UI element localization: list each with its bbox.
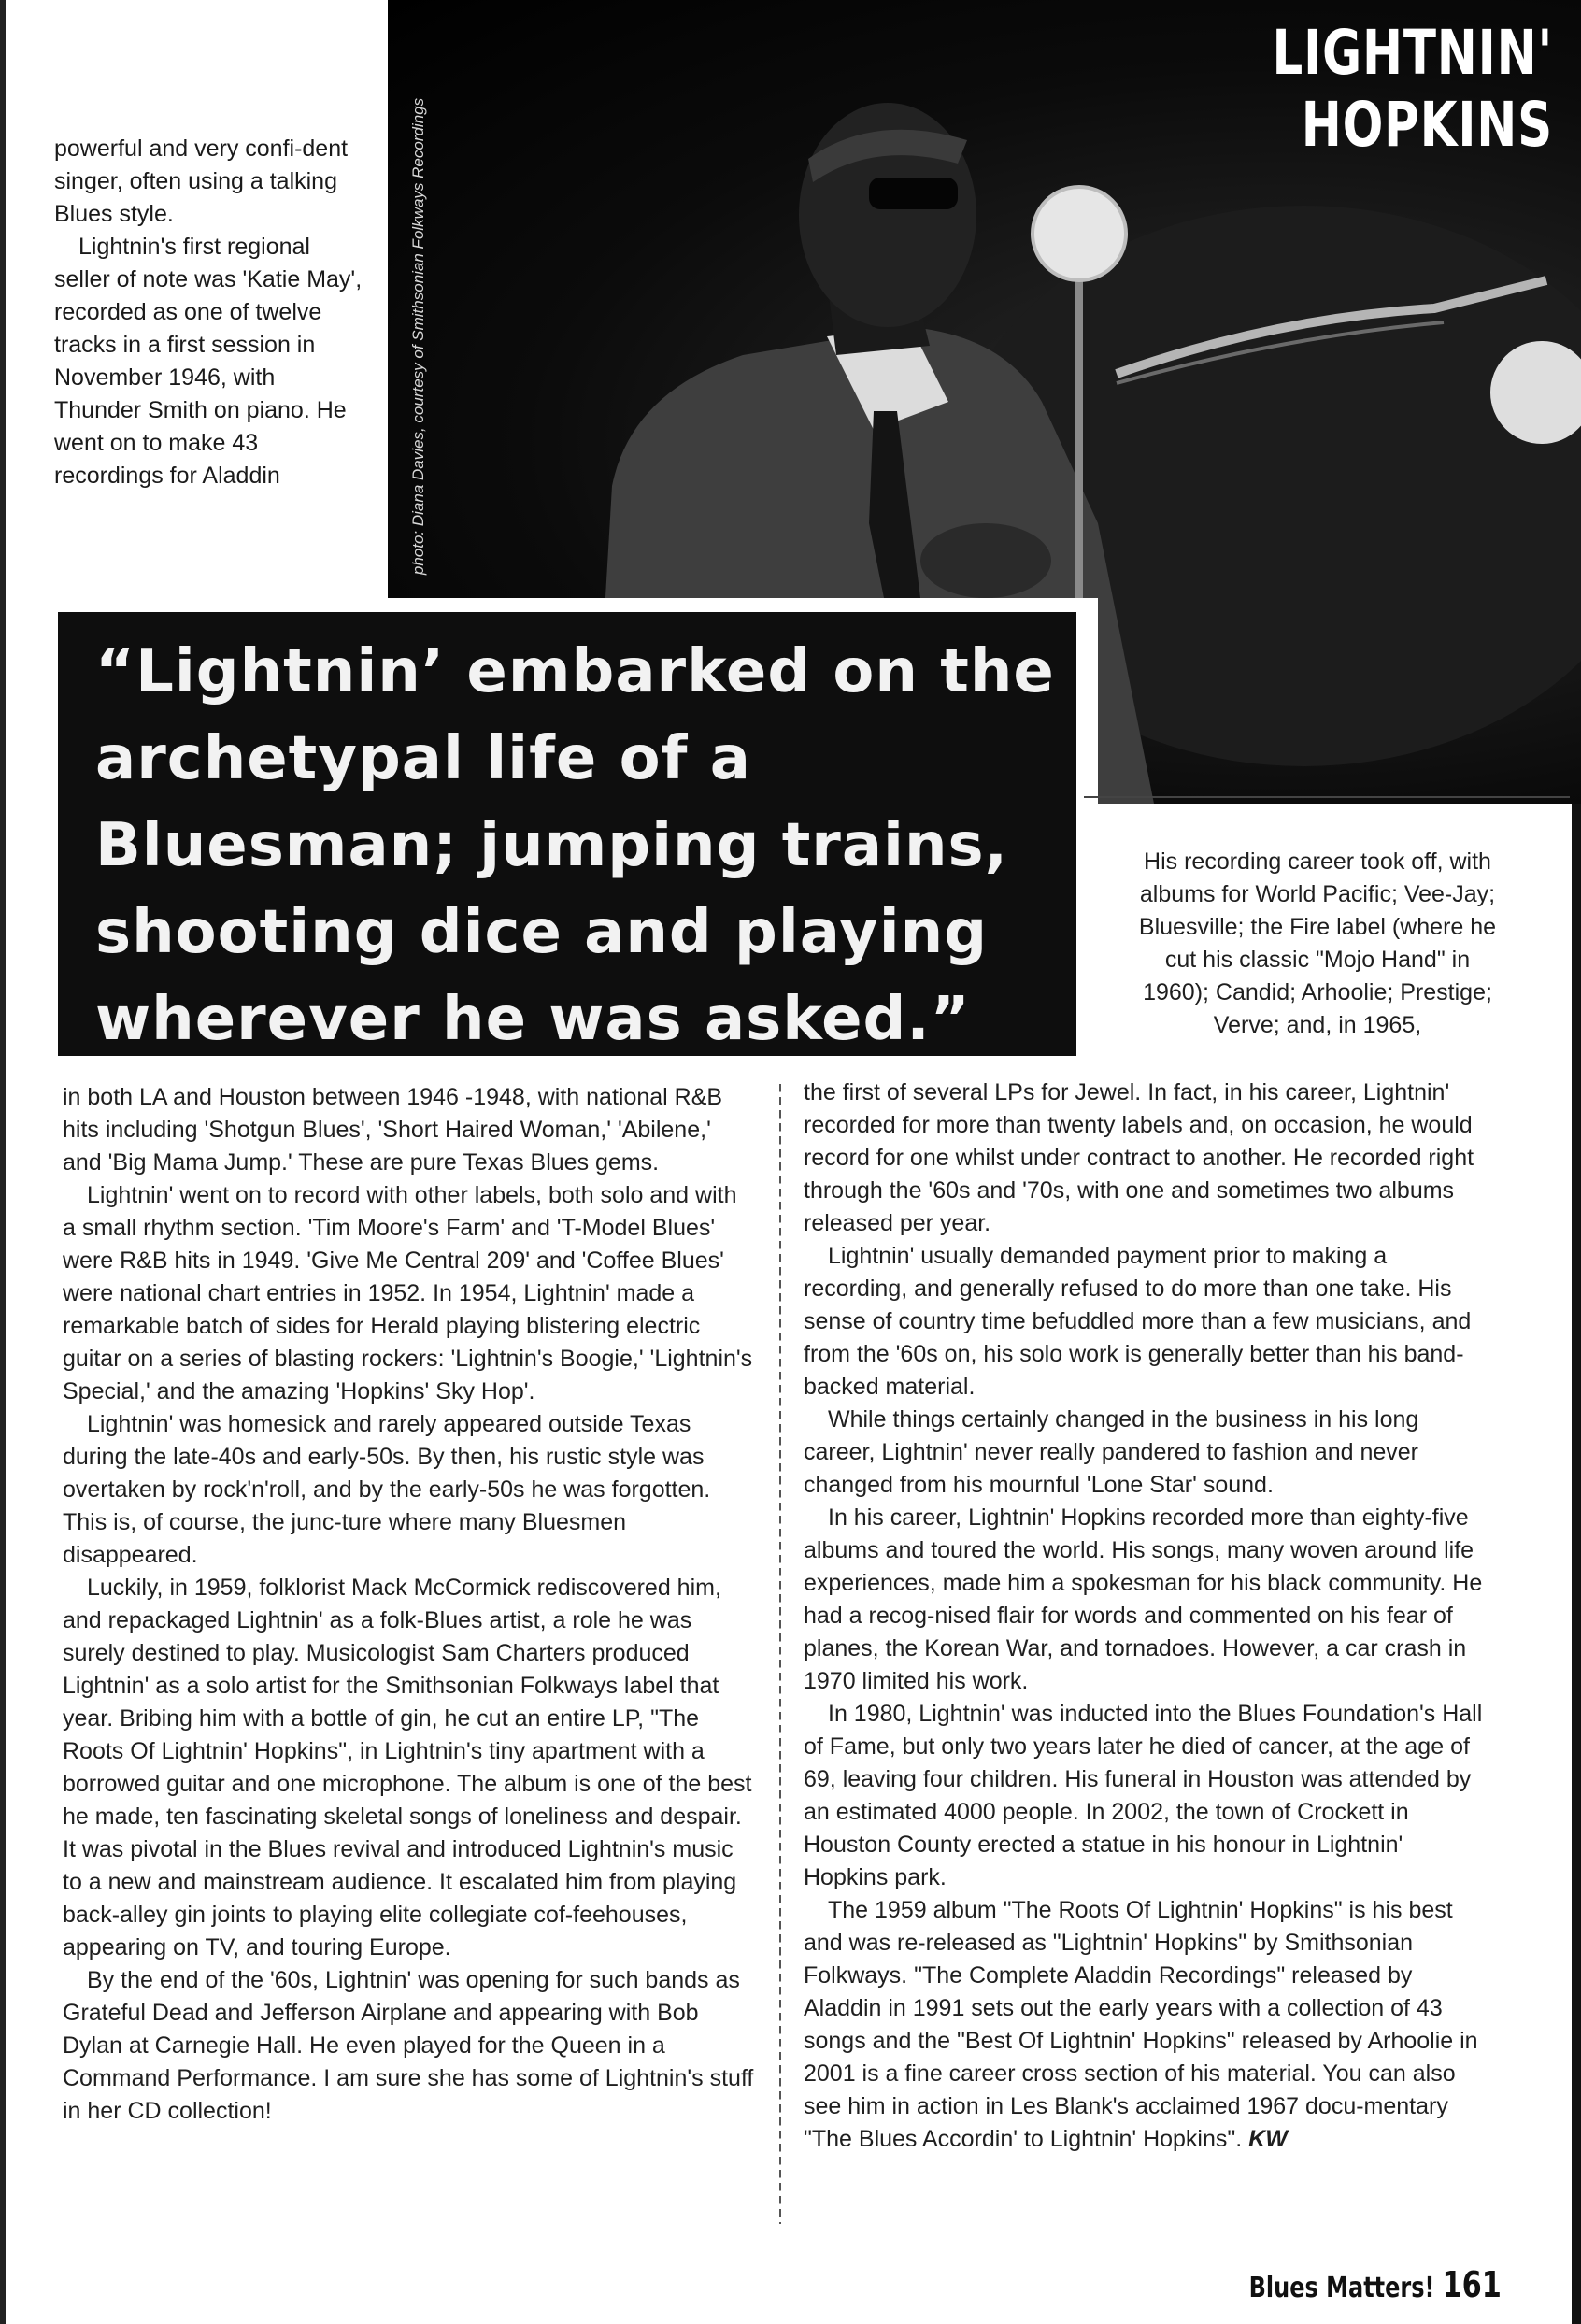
left-column	[63, 1081, 754, 2128]
divider-line	[1084, 796, 1570, 798]
right-column	[804, 1076, 1490, 2156]
paragraph: Lightnin' went on to record with other labels, both solo and with a small rhythm section. 'Tim Moore's Farm' and 'T-Model Blues' were R&B hits in 1949. 'Give Me Central 209' and 'Coffee Blues' were national chart entries in 1952. In 1954, Lightnin' made a remarkable batch of sides for Herald playing blistering electric guitar on a series of blasting rockers: 'Lightnin's Boogie,' 'Lightnin's Special,' and the amazing 'Hopkins' Sky Hop'.	[63, 1182, 753, 1404]
paragraph-final	[804, 1894, 1490, 2156]
author-initials: KW	[1248, 2126, 1288, 2152]
pull-quote-box	[58, 612, 1076, 1056]
paragraph: the first of several LPs for Jewel. In fact, in his career, Lightnin' recorded for more than twenty labels and, on occasion, he would record for one whilst under contract to another. He recorded right through the '60s and '70s, with one and sometimes two albums released per year.	[804, 1079, 1474, 1236]
paragraph-final-text: The 1959 album "The Roots Of Lightnin' Hopkins" is his best and was re-released as "Lightnin' Hopkins" by Smithsonian Folkways. "The Complete Aladdin Recordings" released by Aladdin in 1991 sets out the early years with a collection of 43 songs and the "Best Of Lightnin' Hopkins" released by Arhoolie in 2001 is a fine career cross section of his material. You can also see him in action in Les Blank's acclaimed 1967 docu-mentary "The Blues Accordin' to Lightnin' Hopkins".	[804, 1897, 1478, 2152]
paragraph: His recording career took off, with albums for World Pacific; Vee-Jay; Bluesville; the Fire label (where he cut his classic "Mojo Hand" in 1960); Candid; Arhoolie; Prestige; Verve; and, in 1965,	[1138, 848, 1497, 1038]
paragraph: While things certainly changed in the business in his long career, Lightnin' never really pandered to fashion and never changed from his mournful 'Lone Star' sound.	[804, 1406, 1419, 1498]
pull-quote: “Lightnin’ embarked on the archetypal life of a Bluesman; jumping trains, shooting dice and playing wherever he was asked.”	[95, 637, 1055, 1054]
paragraph: In 1980, Lightnin' was inducted into the Blues Foundation's Hall of Fame, but only two years later he died of cancer, at the age of 69, leaving four children. His funeral in Houston was attended by an estimated 4000 people. In 2002, the town of Crockett in Houston County erected a statue in his honour in Lightnin' Hopkins park.	[804, 1701, 1483, 1890]
page-footer	[1249, 2264, 1502, 2305]
magazine-name: Blues Matters!	[1248, 2272, 1435, 2304]
paragraph: Lightnin's first regional seller of note was 'Katie May', recorded as one of twelve tracks in a first session in November 1946, with Thunder Smith on piano. He went on to make 43 recordings for Aladdin	[54, 234, 363, 489]
photo-credit	[391, 84, 447, 589]
right-top-column	[1131, 846, 1504, 1042]
photo-credit-text: photo: Diana Davies, courtesy of Smithsonian Folkways Recordings	[409, 97, 427, 576]
page-edge-left	[0, 0, 6, 2324]
article-title: LIGHTNIN' HOPKINS	[1272, 17, 1553, 161]
intro-text	[54, 133, 363, 492]
paragraph: in both LA and Houston between 1946 -1948, with national R&B hits including 'Shotgun Blues', 'Short Haired Woman,' 'Abilene,' and 'Big Mama Jump.' These are pure Texas Blues gems.	[63, 1084, 723, 1176]
paragraph: powerful and very confi-dent singer, often using a talking Blues style.	[54, 135, 349, 227]
column-divider	[779, 1084, 781, 2224]
sunglasses-shape	[869, 178, 958, 209]
paragraph: In his career, Lightnin' Hopkins recorded more than eighty-five albums and toured the world. His songs, many woven around life experiences, made him a spokesman for his black community. He had a recog-nised flair for words and commented on his fear of planes, the Korean War, and tornadoes. However, a car crash in 1970 limited his work.	[804, 1504, 1483, 1694]
paragraph: Lightnin' was homesick and rarely appeared outside Texas during the late-40s and early-50s. By then, his rustic style was overtaken by rock'n'roll, and by the early-50s he was forgotten. This is, of course, the junc-ture where many Bluesmen disappeared.	[63, 1411, 711, 1568]
paragraph: Lightnin' usually demanded payment prior to making a recording, and generally refused to do more than one take. His sense of country time befuddled more than a few musicians, and from the '60s on, his solo work is generally better than his band-backed material.	[804, 1243, 1472, 1400]
paragraph: Luckily, in 1959, folklorist Mack McCormick rediscovered him, and repackaged Lightnin' as a folk-Blues artist, a role he was surely destined to play. Musicologist Sam Charters produced Lightnin' as a solo artist for the Smithsonian Folkways label that year. Bribing him with a bottle of gin, he cut an entire LP, "The Roots Of Lightnin' Hopkins", in Lightnin's tiny apartment with a borrowed guitar and one microphone. The album is one of the best he made, ten fascinating skeletal songs of loneliness and despair. It was pivotal in the Blues revival and introduced Lightnin's music to a new and mainstream audience. It escalated him from playing back-alley gin joints to playing elite collegiate cof-feehouses, appearing on TV, and touring Europe.	[63, 1575, 752, 1960]
paragraph: By the end of the '60s, Lightnin' was opening for such bands as Grateful Dead and Jefferson Airplane and appearing with Bob Dylan at Carnegie Hall. He even played for the Queen in a Command Performance. I am sure she has some of Lightnin's stuff in her CD collection!	[63, 1967, 754, 2124]
page-number: 161	[1442, 2264, 1502, 2305]
